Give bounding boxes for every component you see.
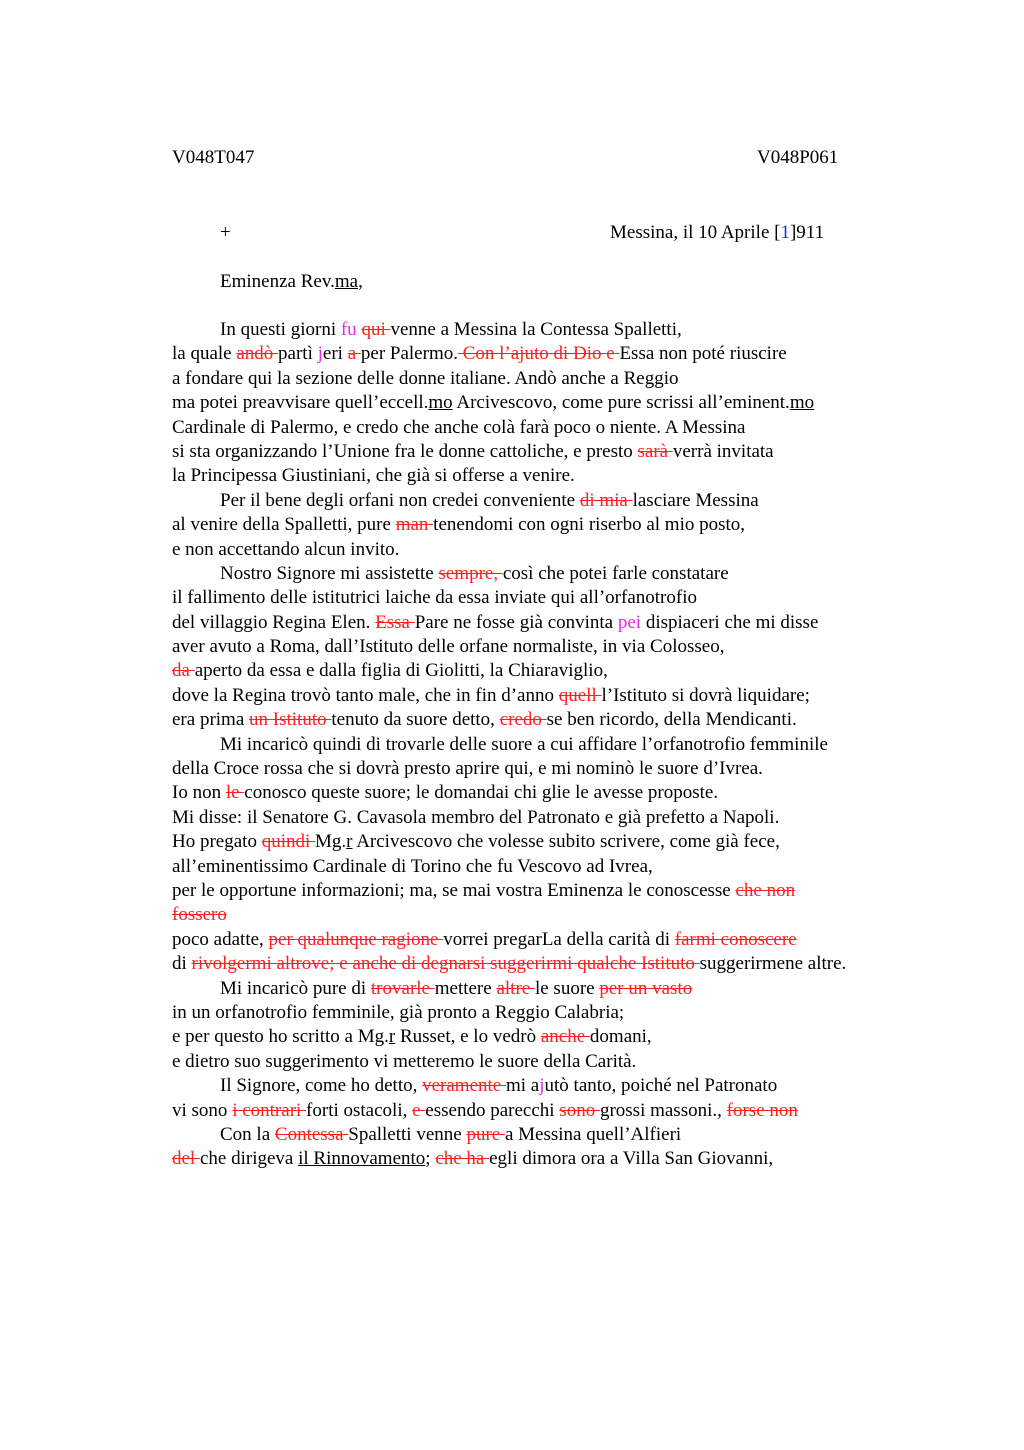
text-segment: Arcivescovo che volesse subito scrivere, come già fece, xyxy=(352,831,780,853)
text-segment: per le opportune informazioni; ma, se mai vostra Eminenza le conoscesse xyxy=(172,879,736,901)
text-segment: ma potei preavvisare quell’eccell. xyxy=(172,392,429,414)
cross-symbol: + xyxy=(220,222,231,243)
text-segment: Ho pregato xyxy=(172,831,262,853)
text-segment: mettere xyxy=(434,977,497,999)
text-segment: l’Istituto si dovrà liquidare; xyxy=(601,684,810,706)
text-segment: mi a xyxy=(505,1075,540,1097)
text-segment: aperto da essa e dalla figlia di Giolitti, la Chiaraviglio, xyxy=(194,660,608,682)
deleted-text: farmi conoscere xyxy=(674,928,797,950)
text-segment: la Principessa Giustiniani, che già si offerse a venire. xyxy=(172,465,575,487)
salutation-text: Eminenza Rev. xyxy=(220,271,335,292)
underlined-text: r xyxy=(346,831,353,853)
deleted-text: andò xyxy=(236,343,279,365)
deleted-text: man xyxy=(395,514,434,536)
deleted-text: Contessa xyxy=(274,1123,349,1145)
letter-line xyxy=(172,1074,932,1098)
letter-line xyxy=(172,781,932,805)
letter-line xyxy=(172,684,932,708)
letter-line xyxy=(172,952,932,976)
letter-line xyxy=(172,1147,932,1171)
text-segment: e dietro suo suggerimento vi metteremo le suore della Carità. xyxy=(172,1050,637,1072)
text-segment: ; xyxy=(425,1148,436,1170)
deleted-text: che ha xyxy=(435,1148,490,1170)
text-segment: Essa non poté riuscire xyxy=(619,343,787,365)
letter-line xyxy=(172,1050,932,1074)
deleted-text: trovarle xyxy=(370,977,435,999)
letter-line xyxy=(172,586,932,610)
text-segment: grossi massoni., xyxy=(599,1099,727,1121)
letter-line xyxy=(172,928,932,952)
text-segment: le suore xyxy=(534,977,600,999)
text-segment: essendo parecchi xyxy=(425,1099,560,1121)
text-segment: del villaggio Regina Elen. xyxy=(172,611,376,633)
letter-line xyxy=(172,342,932,366)
text-segment: poco adatte, xyxy=(172,928,269,950)
text-segment: in un orfanotrofio femminile, già pronto a Reggio Calabria; xyxy=(172,1001,625,1023)
text-segment: aver avuto a Roma, dall’Istituto delle orfane normaliste, in via Colosseo, xyxy=(172,636,725,658)
letter-line xyxy=(172,708,932,732)
text-segment: verrà invitata xyxy=(672,440,774,462)
text-segment: Il Signore, come ho detto, xyxy=(220,1075,423,1097)
deleted-text: altre xyxy=(496,977,535,999)
deleted-text: fossero xyxy=(172,904,227,926)
text-segment: Mg. xyxy=(315,831,347,853)
deleted-text: sono xyxy=(559,1099,600,1121)
text-segment: era prima xyxy=(172,709,250,731)
deleted-text: per qualunque ragione xyxy=(268,928,444,950)
text-segment: Mi incaricò pure di xyxy=(220,977,371,999)
deleted-text: le xyxy=(225,782,245,804)
text-segment: Nostro Signore mi assistette xyxy=(220,562,439,584)
deleted-text: rivolgermi altrove; e anche di degnarsi suggerirmi qualche Istituto xyxy=(191,953,700,975)
letter-line xyxy=(172,757,932,781)
letter-line xyxy=(172,1123,932,1147)
deleted-text: Con l’ajuto di Dio e xyxy=(457,343,620,365)
deleted-text: e xyxy=(412,1099,426,1121)
text-segment: tenuto da suore detto, xyxy=(331,709,500,731)
text-segment: lasciare Messina xyxy=(632,489,759,511)
deleted-text: di mia xyxy=(579,489,633,511)
text-segment: a Messina quell’Alfieri xyxy=(504,1123,682,1145)
text-segment: Russet, e lo vedrò xyxy=(395,1026,541,1048)
deleted-text: pure xyxy=(466,1123,505,1145)
text-segment: per Palermo. xyxy=(360,343,458,365)
text-segment: a fondare qui la sezione delle donne italiane. Andò anche a Reggio xyxy=(172,367,679,389)
text-segment: suggerirmene altre. xyxy=(699,953,847,975)
text-segment: utò tanto, poiché nel Patronato xyxy=(544,1075,778,1097)
text-segment: e per questo ho scritto a Mg. xyxy=(172,1026,389,1048)
letter-line xyxy=(172,830,932,854)
text-segment: che dirigeva xyxy=(199,1148,299,1170)
deleted-text: Essa xyxy=(375,611,415,633)
deleted-text: per un vasto xyxy=(599,977,693,999)
letter-line xyxy=(172,879,932,903)
letter-line xyxy=(172,806,932,830)
text-segment: vorrei pregarLa della carità di xyxy=(443,928,675,950)
text-segment: partì xyxy=(278,343,318,365)
text-segment: Cardinale di Palermo, e credo che anche colà farà poco o niente. A Messina xyxy=(172,416,746,438)
document-code-left: V048T047 xyxy=(172,147,255,168)
deleted-text: quindi xyxy=(261,831,316,853)
text-segment: dove la Regina trovò tanto male, che in fin d’anno xyxy=(172,684,559,706)
text-segment: così che potei farle constatare xyxy=(502,562,729,584)
text-segment: Per il bene degli orfani non credei conveniente xyxy=(220,489,580,511)
deleted-text: veramente xyxy=(422,1075,506,1097)
underlined-text: r xyxy=(388,1026,396,1048)
salutation-abbrev: ma xyxy=(334,271,359,292)
deleted-text: un Istituto xyxy=(249,709,332,731)
deleted-text: credo xyxy=(499,709,547,731)
letter-line xyxy=(172,464,932,488)
text-segment: all’eminentissimo Cardinale di Torino che fu Vescovo ad Ivrea, xyxy=(172,855,653,877)
deleted-text: anche xyxy=(540,1026,590,1048)
text-segment: In questi giorni xyxy=(220,319,341,340)
underlined-text: mo xyxy=(428,392,453,414)
letter-line xyxy=(172,440,932,464)
deleted-text: del xyxy=(172,1148,200,1170)
text-segment: della Croce rossa che si dovrà presto aprire qui, e mi nominò le suore d’Ivrea. xyxy=(172,758,763,780)
letter-line xyxy=(172,367,932,391)
letter-body xyxy=(172,318,932,1172)
inserted-text: pei xyxy=(617,611,642,633)
deleted-text: i contrari xyxy=(232,1099,307,1121)
letter-line xyxy=(172,391,932,415)
text-segment: vi sono xyxy=(172,1099,233,1121)
letter-line xyxy=(172,1001,932,1025)
dateline xyxy=(610,221,824,245)
underlined-text: il Rinnovamento xyxy=(298,1148,426,1170)
letter-line xyxy=(172,513,932,537)
text-segment: si sta organizzando l’Unione fra le donne cattoliche, e presto xyxy=(172,440,638,462)
letter-line xyxy=(172,903,932,927)
text-segment: se ben ricordo, della Mendicanti. xyxy=(546,709,797,731)
text-segment: di xyxy=(172,953,192,975)
salutation xyxy=(220,270,363,294)
letter-line xyxy=(172,611,932,635)
underlined-text: mo xyxy=(789,392,815,414)
letter-line xyxy=(172,659,932,683)
text-segment: dispiaceri che mi disse xyxy=(641,611,819,633)
text-segment: al venire della Spalletti, pure xyxy=(172,514,396,536)
deleted-text: sarà xyxy=(637,440,673,462)
text-segment: Pare ne fosse già convinta xyxy=(414,611,618,633)
text-segment: venne a Messina la Contessa Spalletti, xyxy=(390,319,682,340)
letter-line xyxy=(172,733,932,757)
text-segment: Spalletti venne xyxy=(348,1123,467,1145)
deleted-text: da xyxy=(172,660,195,682)
letter-line xyxy=(172,635,932,659)
dateline-before: Messina, il 10 Aprile [ xyxy=(610,222,781,243)
letter-line xyxy=(172,977,932,1001)
letter-line xyxy=(172,489,932,513)
text-segment: e non accettando alcun invito. xyxy=(172,538,400,560)
deleted-text: qui xyxy=(361,319,391,340)
deleted-text: che non xyxy=(735,879,796,901)
letter-line xyxy=(172,416,932,440)
letter-line xyxy=(172,855,932,879)
inserted-text: j xyxy=(539,1075,545,1097)
text-segment: conosco queste suore; le domandai chi glie le avesse proposte. xyxy=(244,782,719,804)
letter-line xyxy=(172,562,932,586)
text-segment: tenendomi con ogni riserbo al mio posto, xyxy=(433,514,746,536)
text-segment: forti ostacoli, xyxy=(306,1099,413,1121)
text-segment: Arcivescovo, come pure scrissi all’eminent. xyxy=(452,392,790,414)
inserted-text: j xyxy=(317,343,323,365)
text-segment: la quale xyxy=(172,343,237,365)
deleted-text: a xyxy=(347,343,361,365)
inserted-text: fu xyxy=(340,319,357,340)
dateline-year-digit: 1 xyxy=(780,222,790,243)
text-segment: egli dimora ora a Villa San Giovanni, xyxy=(489,1148,774,1170)
text-segment: eri xyxy=(322,343,348,365)
salutation-comma: , xyxy=(358,271,363,292)
letter-line xyxy=(172,318,932,342)
deleted-text: sempre, xyxy=(438,562,503,584)
text-segment: Mi incaricò quindi di trovarle delle suore a cui affidare l’orfanotrofio femminile xyxy=(220,733,828,755)
letter-line xyxy=(172,1099,932,1123)
text-segment: il fallimento delle istitutrici laiche da essa inviate qui all’orfanotrofio xyxy=(172,587,697,609)
letter-line xyxy=(172,1025,932,1049)
text-segment: Io non xyxy=(172,782,226,804)
text-segment: Con la xyxy=(220,1123,275,1145)
letter-line xyxy=(172,538,932,562)
deleted-text: quell xyxy=(558,684,602,706)
text-segment: domani, xyxy=(589,1026,652,1048)
text-segment: Mi disse: il Senatore G. Cavasola membro del Patronato e già prefetto a Napoli. xyxy=(172,806,780,828)
deleted-text: forse non xyxy=(726,1099,798,1121)
document-code-right: V048P061 xyxy=(757,147,839,168)
dateline-after: ]911 xyxy=(789,222,825,243)
